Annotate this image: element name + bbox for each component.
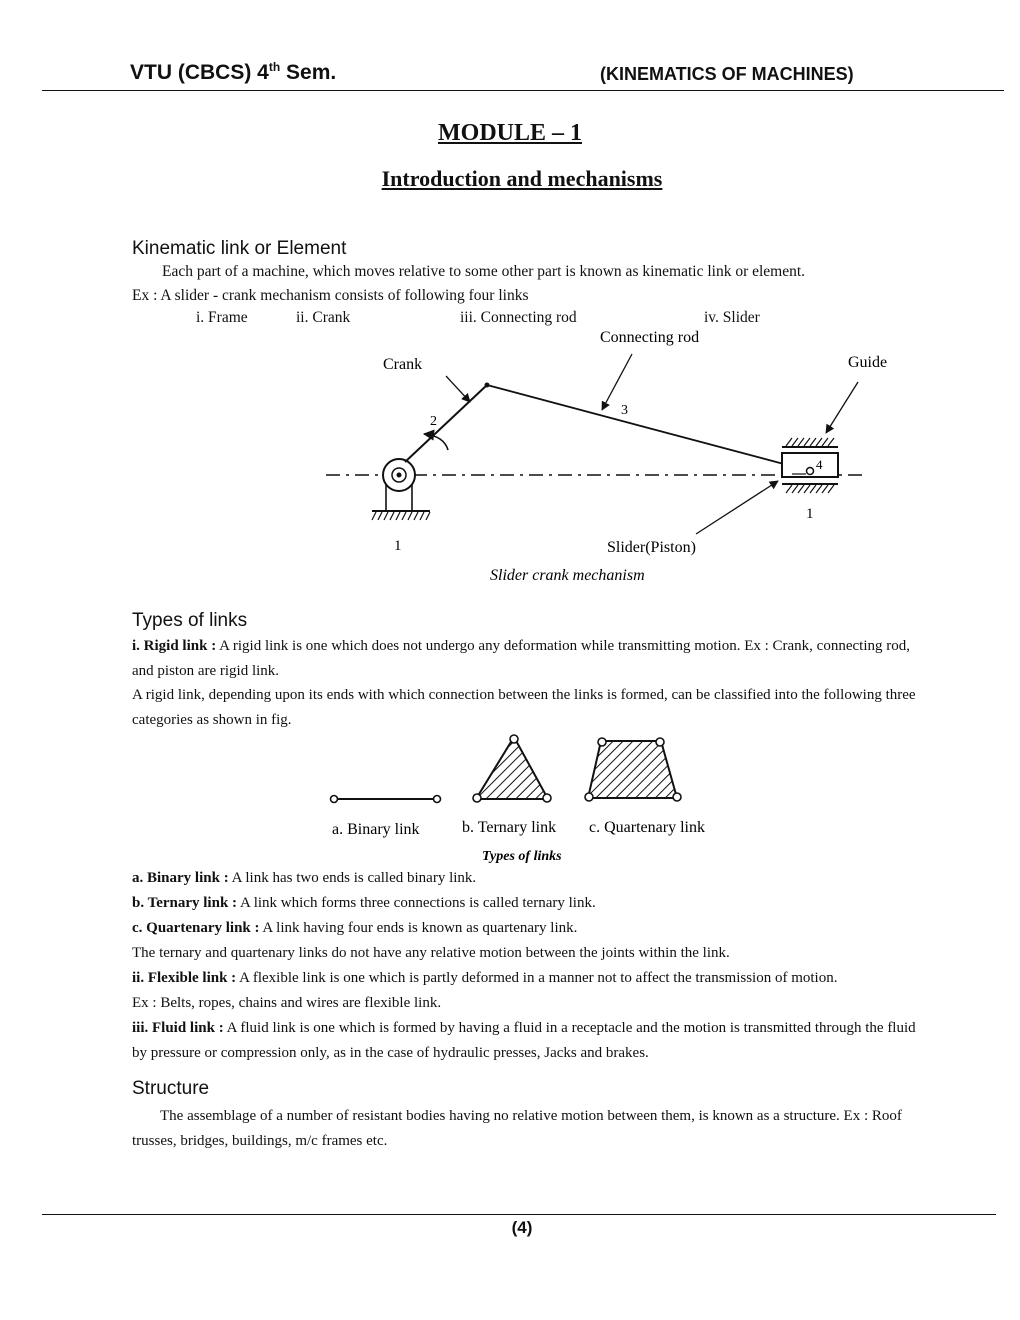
- rigid-link-label: i. Rigid link :: [132, 638, 217, 654]
- label-guide: Guide: [848, 354, 888, 371]
- kinematic-definition: Each part of a machine, which moves relative to some other part is known as kinematic link or element.: [162, 263, 806, 280]
- link-item-frame: i. Frame: [196, 309, 248, 326]
- types-of-links-figure: [0, 720, 1020, 870]
- link-definitions: [132, 866, 932, 1066]
- def-quartenary-label: c. Quartenary link :: [132, 920, 260, 936]
- def-binary: [132, 866, 932, 891]
- kinematic-heading: Kinematic link or Element: [132, 238, 347, 259]
- def-flexible-text: A flexible link is one which is partly deformed in a manner not to affect the transmission of motion.: [236, 970, 838, 986]
- rigid-link-text: A rigid link is one which does not undergo any deformation while transmitting motion. Ex : Crank, connecting rod, and piston are rigid link.: [132, 638, 910, 679]
- label-binary-link: a. Binary link: [332, 821, 420, 838]
- structure-paragraph: The assemblage of a number of resistant bodies having no relative motion between them, is known as a structure. Ex : Roof trusses, bridges, buildings, m/c frames etc.: [132, 1108, 902, 1149]
- link-item-slider: iv. Slider: [704, 309, 760, 326]
- structure-heading: Structure: [132, 1078, 210, 1099]
- connecting-rod-link: [487, 385, 810, 471]
- def-fluid-text: A fluid link is one which is formed by having a fluid in a receptacle and the motion is transmitted through the fluid by pressure or compression only, as in the case of hydraulic presses, Jacks and brakes.: [132, 1020, 916, 1061]
- header-course-sup: th: [268, 60, 281, 74]
- types-heading: Types of links: [132, 610, 248, 631]
- link-item-rod: iii. Connecting rod: [460, 309, 577, 326]
- num-frame-left: 1: [394, 538, 402, 554]
- label-crank: Crank: [383, 356, 423, 373]
- rigid-link-paragraph: [132, 634, 922, 684]
- def-flexible: [132, 966, 932, 991]
- num-frame-right: 1: [806, 506, 814, 522]
- slider-leader: [696, 481, 778, 534]
- def-quartenary-text: A link having four ends is known as quartenary link.: [259, 920, 578, 936]
- guide-bottom: [782, 484, 838, 493]
- link-item-crank: ii. Crank: [296, 309, 351, 326]
- def-ternary-label: b. Ternary link :: [132, 895, 238, 911]
- def-binary-text: A link has two ends is called binary link.: [228, 870, 477, 886]
- header-subject: (KINEMATICS OF MACHINES): [600, 64, 854, 84]
- crank-leader: [446, 376, 470, 402]
- figure-caption: Slider crank mechanism: [490, 567, 645, 584]
- num-crank: 2: [430, 414, 437, 429]
- def-note: The ternary and quartenary links do not have any relative motion between the joints within the link.: [132, 945, 730, 961]
- kinematic-example: Ex : A slider - crank mechanism consists of following four links: [132, 287, 529, 304]
- def-flexible-example: Ex : Belts, ropes, chains and wires are flexible link.: [132, 995, 442, 1011]
- num-slider: 4: [816, 457, 823, 472]
- guide-top: [782, 438, 838, 447]
- def-quartenary: [132, 916, 932, 941]
- footer-divider: [42, 1214, 996, 1215]
- rod-leader: [602, 354, 632, 410]
- label-slider: Slider(Piston): [607, 539, 696, 556]
- label-ternary-link: b. Ternary link: [462, 819, 557, 836]
- num-rod: 3: [621, 403, 628, 418]
- def-fluid: [132, 1016, 932, 1066]
- quartenary-link-shape: [585, 738, 681, 801]
- slider-crank-figure: [0, 0, 1020, 600]
- types-figure-caption: Types of links: [482, 849, 562, 864]
- def-fluid-label: iii. Fluid link :: [132, 1020, 224, 1036]
- module-title: MODULE – 1: [438, 120, 582, 146]
- page-number: (4): [511, 1218, 533, 1237]
- def-ternary: [132, 891, 932, 916]
- label-quartenary-link: c. Quartenary link: [589, 819, 705, 836]
- rigid-link-classification: A rigid link, depending upon its ends with which connection between the links is formed, can be classified into the following three categories as shown in fig.: [132, 687, 916, 728]
- def-binary-label: a. Binary link :: [132, 870, 229, 886]
- header-course-suffix: Sem.: [280, 61, 337, 84]
- label-connecting-rod: Connecting rod: [600, 329, 700, 346]
- crank-link: [405, 385, 487, 462]
- binary-link-shape: [331, 796, 441, 803]
- def-flexible-label: ii. Flexible link :: [132, 970, 237, 986]
- guide-leader: [826, 382, 858, 433]
- def-ternary-text: A link which forms three connections is called ternary link.: [237, 895, 596, 911]
- module-subtitle: Introduction and mechanisms: [381, 166, 663, 191]
- ternary-link-shape: [473, 735, 551, 802]
- header-course-text: VTU (CBCS) 4: [130, 61, 269, 84]
